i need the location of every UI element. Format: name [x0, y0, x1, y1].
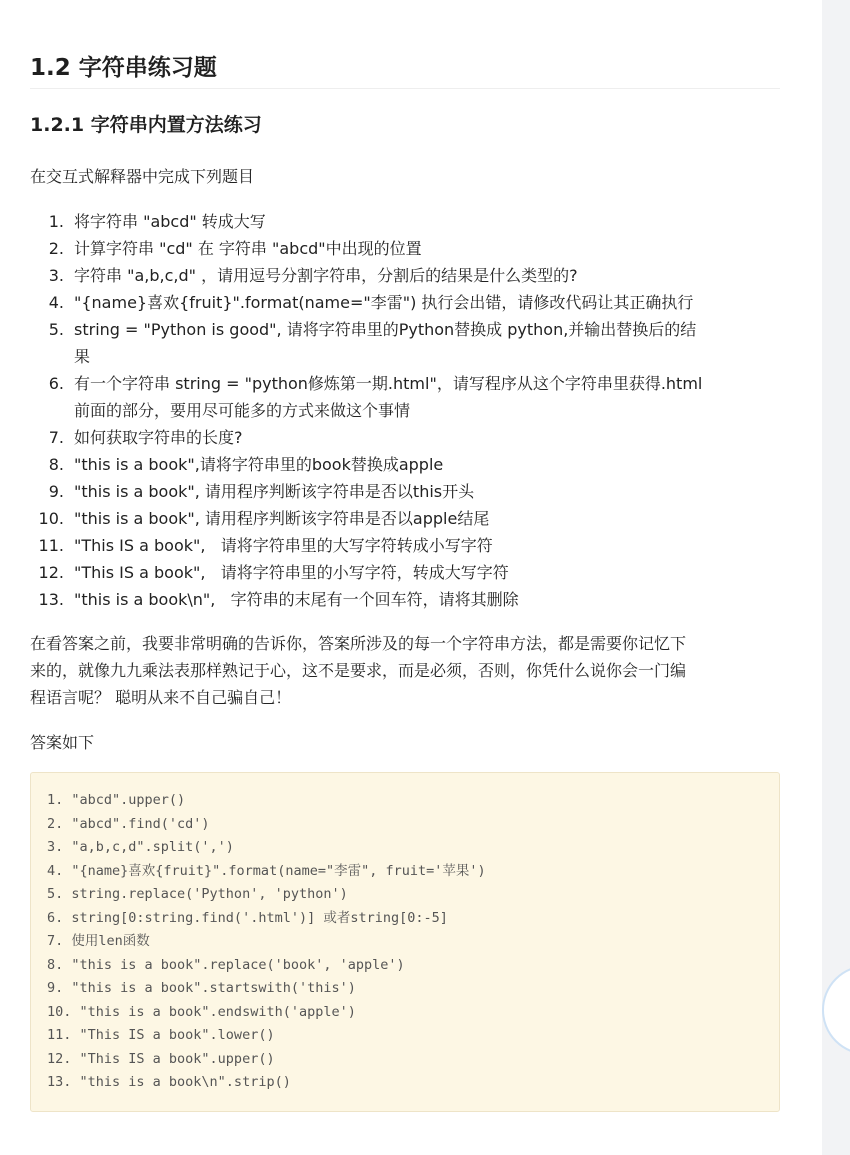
code-line: 12. "This IS a book".upper()	[47, 1050, 275, 1067]
question-text: "This IS a book", 请将字符串里的小写字符，转成大写字符	[74, 563, 509, 582]
question-number: 8.	[48, 455, 64, 474]
paragraph-line: 来的，就像九九乘法表那样熟记于心，这不是要求，而是必须，否则，你凭什么说你会一门编	[30, 661, 687, 680]
question-number: 10.	[38, 509, 64, 528]
question-text: "this is a book",请将字符串里的book替换成apple	[74, 455, 444, 474]
question-item	[30, 289, 780, 316]
reminder-paragraph	[30, 630, 780, 711]
question-number: 3.	[48, 266, 64, 285]
question-text: 如何获取字符串的长度?	[74, 428, 243, 447]
question-item	[30, 424, 780, 451]
question-number: 9.	[48, 482, 64, 501]
question-number: 1.	[48, 212, 64, 231]
section-title: 1.2.1 字符串内置方法练习	[30, 114, 262, 136]
code-line: 10. "this is a book".endswith('apple')	[47, 1003, 356, 1020]
question-item	[30, 586, 780, 613]
question-text: 将字符串 "abcd" 转成大写	[74, 212, 266, 231]
question-item	[30, 559, 780, 586]
question-text: "{name}喜欢{fruit}".format(name="李雷") 执行会出错，请修改代码让其正确执行	[74, 293, 694, 312]
answer-code-block	[30, 772, 780, 1112]
question-item	[30, 478, 780, 505]
question-text: 前面的部分，要用尽可能多的方式来做这个事情	[74, 401, 411, 420]
title-divider	[30, 88, 780, 89]
question-text: "This IS a book", 请将字符串里的大写字符转成小写字符	[74, 536, 493, 555]
question-item	[30, 370, 780, 397]
question-number: 5.	[48, 320, 64, 339]
page-title: 1.2 字符串练习题	[30, 55, 217, 81]
paragraph-line: 在看答案之前，我要非常明确的告诉你，答案所涉及的每一个字符串方法，都是需要你记忆下	[30, 634, 687, 653]
question-item	[30, 262, 780, 289]
question-item	[30, 451, 780, 478]
question-text: 计算字符串 "cd" 在 字符串 "abcd"中出现的位置	[74, 239, 422, 258]
question-number: 2.	[48, 239, 64, 258]
code-line: 11. "This IS a book".lower()	[47, 1027, 275, 1043]
code-line: 6. string[0:string.find('.html')] 或者string[0:-5]	[47, 909, 448, 926]
question-text: 字符串 "a,b,c,d" ，请用逗号分割字符串，分割后的结果是什么类型的?	[74, 266, 578, 285]
question-item	[30, 505, 780, 532]
question-item	[30, 343, 780, 370]
question-text: 果	[74, 347, 91, 366]
code-line: 7. 使用len函数	[47, 933, 150, 949]
question-item	[30, 532, 780, 559]
question-item	[30, 397, 780, 424]
question-number: 11.	[38, 536, 64, 555]
question-text: "this is a book", 请用程序判断该字符串是否以this开头	[74, 482, 475, 501]
code-line: 4. "{name}喜欢{fruit}".format(name="李雷", fruit='苹果')	[47, 862, 486, 879]
code-line: 2. "abcd".find('cd')	[47, 815, 210, 832]
code-line: 13. "this is a book\n".strip()	[47, 1074, 291, 1090]
answer-label: 答案如下	[30, 733, 95, 752]
code-line: 1. "abcd".upper()	[47, 792, 186, 808]
code-line: 5. string.replace('Python', 'python')	[47, 886, 348, 902]
code-line: 9. "this is a book".startswith('this')	[47, 980, 356, 996]
question-item	[30, 208, 780, 235]
question-list	[30, 208, 780, 613]
code-line: 3. "a,b,c,d".split(',')	[47, 839, 234, 855]
question-item	[30, 235, 780, 262]
question-text: "this is a book\n", 字符串的末尾有一个回车符，请将其删除	[74, 590, 519, 609]
question-text: "this is a book", 请用程序判断该字符串是否以apple结尾	[74, 509, 490, 528]
question-text: 有一个字符串 string = "python修炼第一期.html"，请写程序从这个字符串里获得.html	[74, 374, 703, 393]
question-number: 13.	[38, 590, 64, 609]
code-line: 8. "this is a book".replace('book', 'apple')	[47, 956, 405, 973]
question-number: 12.	[38, 563, 64, 582]
question-number: 4.	[48, 293, 64, 312]
question-text: string = "Python is good", 请将字符串里的Python替换成 python,并输出替换后的结	[74, 320, 697, 339]
question-item	[30, 316, 780, 343]
paragraph-line: 程语言呢？ 聪明从来不自己骗自己！	[30, 688, 292, 707]
question-number: 6.	[48, 374, 64, 393]
intro-text: 在交互式解释器中完成下列题目	[30, 167, 255, 186]
question-number: 7.	[48, 428, 64, 447]
